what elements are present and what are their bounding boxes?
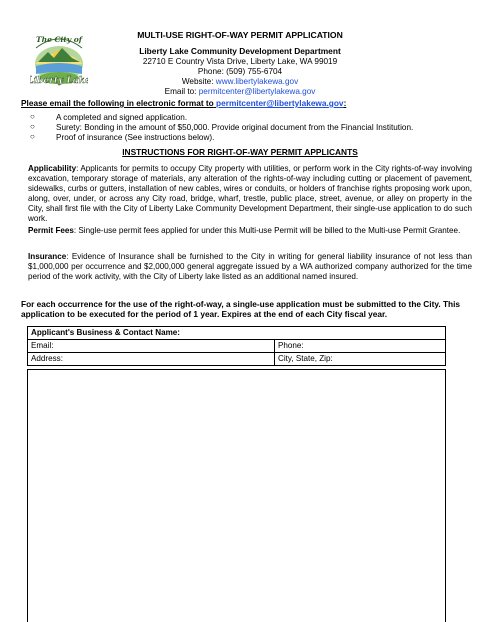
department-name: Liberty Lake Community Development Department [139, 46, 341, 57]
email-request [21, 98, 471, 108]
insurance-text: : Evidence of Insurance shall be furnished to the City in writing for general liability insurance of not less than $1,000,000 per occurrence and $2,000,000 general aggregate issued by a WA authorized company authorized for the time period of the work activity, with the City of Liberty lake listed as an additional named insured. [28, 252, 472, 282]
email-request-text: Please email the following in electronic format to [21, 98, 214, 108]
email-label: Email to: [164, 86, 197, 96]
fees-text: : Single-use permit fees applied for under this Multi-use Permit will be billed to the Multi-use Permit Grantee. [73, 226, 461, 235]
document-title: MULTI-USE RIGHT-OF-WAY PERMIT APPLICATION [137, 30, 343, 40]
instructions-title: INSTRUCTIONS FOR RIGHT-OF-WAY PERMIT APPLICANTS [122, 147, 358, 157]
city-logo-emblem [30, 28, 88, 88]
contact-table [27, 326, 446, 366]
email-request-suffix: : [343, 98, 347, 108]
email-field[interactable]: Email: [28, 339, 275, 352]
applicability-label: Applicability [28, 164, 77, 173]
applicability-text: : Applicants for permits to occupy City property with utilities, or perform work in the City rights-of-way involving excavation, temporary storage of materials, any alteration of the rights-of-way including cutting or placement of pavement, sidewalks, curbs or gutters, installation of new cables, wires or conduits, or holders of franchise rights proposing work upon, along, over, under, or across any City road, bridge, wharf, trestle, public place, street, avenue, or alley on property in the City, shall first file with the City of Liberty Lake Community Development Department, their single-use application to do such work. [28, 164, 472, 224]
insurance-label: Insurance [28, 252, 67, 261]
department-website [112, 77, 368, 87]
list-item: ○ A completed and signed application. [30, 112, 188, 122]
bullet-icon: ○ [30, 112, 35, 121]
website-label: Website: [181, 76, 214, 86]
document-header [112, 30, 368, 97]
fees-label: Permit Fees [28, 226, 74, 235]
occurrence-note: For each occurrence for the use of the right-of-way, a single-use application must be submitted to the City. This application to be executed for the period of 1 year. Expires at the end of each City fiscal year. [21, 299, 461, 320]
email-link[interactable]: permitcenter@libertylakewa.gov [198, 86, 316, 96]
phone-field[interactable]: Phone: [275, 339, 446, 352]
address-field[interactable]: Address: [28, 352, 275, 365]
requirements-list [30, 113, 470, 143]
department-phone: Phone: (509) 755-6704 [197, 66, 283, 76]
email-request-link[interactable]: permitcenter@libertylakewa.gov [216, 98, 344, 108]
list-item: ○ Proof of insurance (See instructions below). [30, 132, 215, 142]
logo-bottom-text: Liberty Lake [30, 76, 88, 86]
department-email [112, 87, 368, 97]
city-state-zip-field[interactable]: City, State, Zip: [275, 352, 446, 365]
department-address: 22710 E Country Vista Drive, Liberty Lake, WA 99019 [142, 56, 338, 66]
applicability-paragraph [28, 164, 472, 224]
general-information-section [27, 369, 446, 622]
website-link[interactable]: www.libertylakewa.gov [215, 76, 299, 86]
bullet-icon: ○ [30, 122, 35, 131]
contact-table-heading: Applicant's Business & Contact Name: [28, 327, 446, 340]
list-item: ○ Surety: Bonding in the amount of $50,000. Provide original document from the Financial Institution. [30, 122, 414, 132]
insurance-paragraph [28, 252, 472, 282]
bullet-icon: ○ [30, 132, 35, 141]
fees-paragraph [28, 226, 472, 236]
logo-top-text: The City of [36, 35, 82, 44]
city-logo [30, 28, 88, 88]
